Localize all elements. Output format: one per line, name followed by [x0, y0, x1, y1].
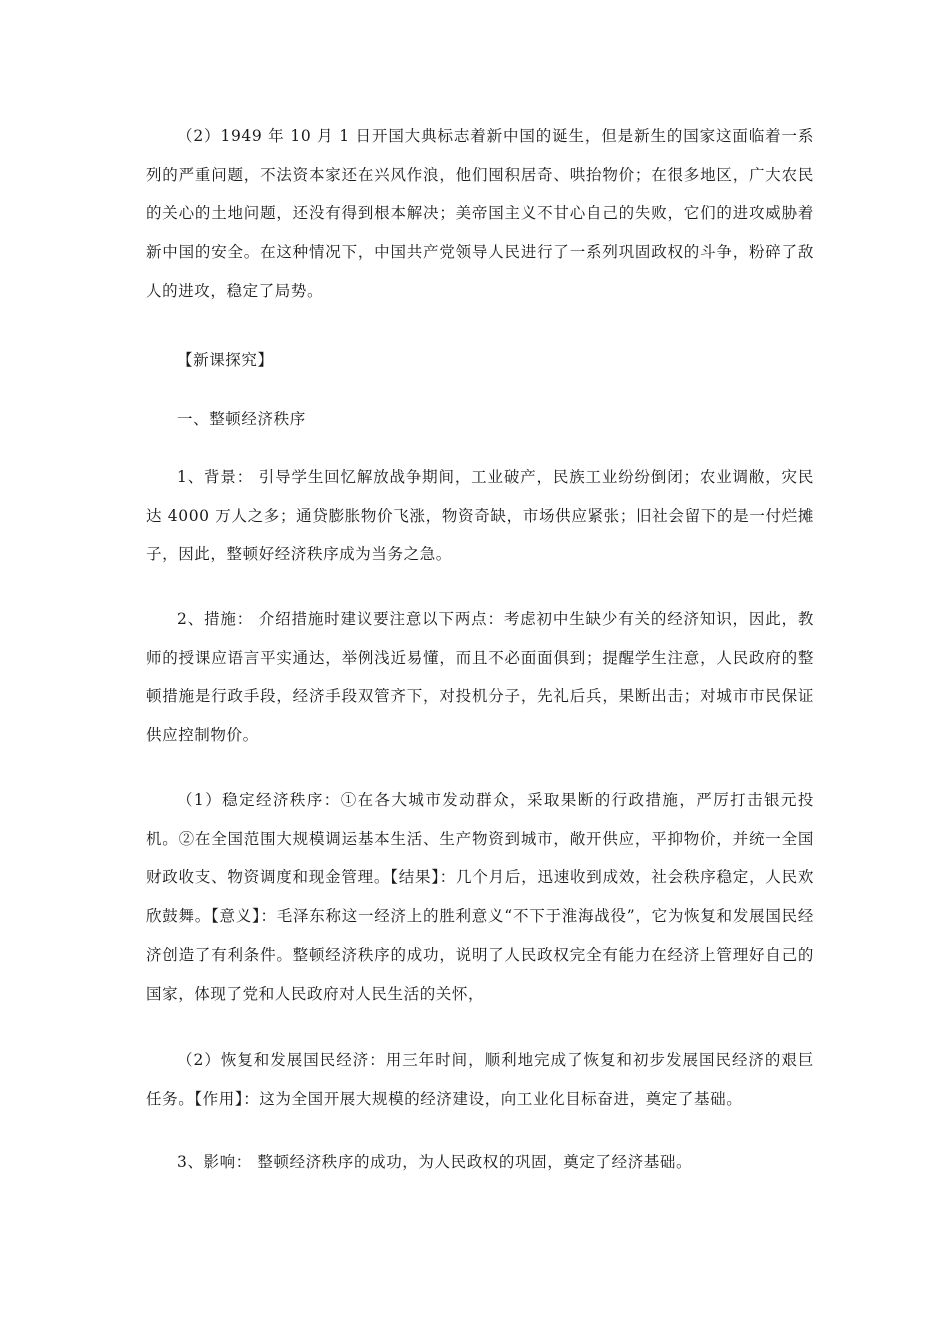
intro-paragraph: （2）1949 年 10 月 1 日开国大典标志着新中国的诞生，但是新生的国家这面临着一系列的严重问题，不法资本家还在兴风作浪，他们囤积居奇、哄抬物价；在很多地区，广大农民的关心的土地问题，还没有得到根本解决；美帝国主义不甘心自己的失败，它们的进攻威胁着新中国的安全。在这种情况下，中国共产党领导人民进行了一系列巩固政权的斗争，粉碎了敌人的进攻，稳定了局势。 — [146, 127, 814, 300]
stabilize-economy-paragraph: （1）稳定经济秩序：①在各大城市发动群众，采取果断的行政措施，严厉打击银元投机。②在全国范围大规模调运基本生活、生产物资到城市，敞开供应，平抑物价，并统一全国财政收支、物资调度和现金管理。【结果】：几个月后，迅速收到成效，社会秩序稳定，人民欢欣鼓舞。【意义】：毛泽东称这一经济上的胜利意义“不下于淮海战役”，它为恢复和发展国民经济创造了有利条件。整顿经济秩序的成功，说明了人民政权完全有能力在经济上管理好自己的国家，体现了党和人民政府对人民生活的关怀， — [146, 791, 814, 1003]
section-heading-new-lesson: 【新课探究】 — [177, 351, 274, 369]
recovery-paragraph: （2）恢复和发展国民经济：用三年时间，顺利地完成了恢复和初步发展国民经济的艰巨任务。【作用】：这为全国开展大规模的经济建设，向工业化目标奋进，奠定了基础。 — [146, 1051, 814, 1108]
measures-paragraph: 2、措施： 介绍措施时建议要注意以下两点：考虑初中生缺少有关的经济知识，因此，教师的授课应语言平实通达，举例浅近易懂，而且不必面面俱到；提醒学生注意，人民政府的整顿措施是行政手段，经济手段双管齐下，对投机分子，先礼后兵，果断出击；对城市市民保证供应控制物价。 — [146, 610, 814, 745]
impact-paragraph: 3、影响： 整顿经济秩序的成功，为人民政权的巩固，奠定了经济基础。 — [177, 1153, 693, 1171]
section-heading-economic-order: 一、整顿经济秩序 — [177, 410, 306, 428]
background-paragraph: 1、背景： 引导学生回忆解放战争期间，工业破产，民族工业纷纷倒闭；农业调敝，灾民达 4000 万人之多；通贷膨胀物价飞涨，物资奇缺，市场供应紧张；旧社会留下的是一付烂摊子，因此，整顿好经济秩序成为当务之急。 — [146, 468, 814, 564]
